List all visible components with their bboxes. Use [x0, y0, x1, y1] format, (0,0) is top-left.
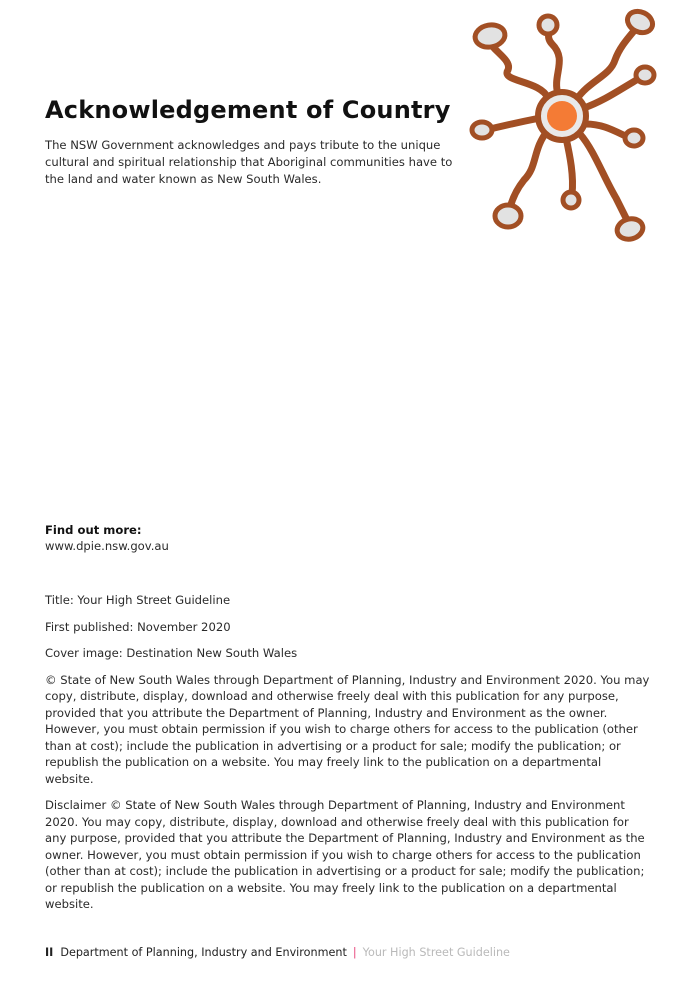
artwork-node-5 — [625, 130, 643, 146]
page-title: Acknowledgement of Country — [45, 96, 451, 124]
publication-date: First published: November 2020 — [45, 619, 231, 634]
page-footer — [45, 945, 510, 960]
find-out-more — [45, 522, 169, 555]
page-number: II — [45, 946, 54, 959]
cover-image-credit: Cover image: Destination New South Wales — [45, 646, 298, 660]
footer-separator: | — [352, 946, 357, 959]
publication-info — [45, 592, 653, 923]
artwork-node-8 — [495, 205, 521, 227]
footer-guide-title: Your High Street Guideline — [362, 946, 510, 959]
artwork-node-7 — [563, 192, 579, 208]
find-out-more-label: Find out more: — [45, 523, 142, 537]
website-link[interactable]: www.dpie.nsw.gov.au — [45, 539, 169, 553]
footer-department: Department of Planning, Industry and Environment — [60, 946, 347, 959]
aboriginal-artwork-icon — [460, 6, 670, 250]
disclaimer-notice: Disclaimer © State of New South Wales through Department of Planning, Industry and Environment 2020. You may copy, distribute, display, download and otherwise freely deal with this publication for any purpose, provided that you attribute the Department of Planning, Industry and Environment as the owner. However, you must obtain permission if you wish to charge others for access to the publication (other than at cost); include the publication in advertising or a product for sale; modify the publication; or republish the publication on a website. You may freely link to the publication on a departmental website. — [45, 798, 645, 911]
artwork-node-4 — [636, 67, 654, 83]
copyright-notice: © State of New South Wales through Department of Planning, Industry and Environment 2020. You may copy, distribute, display, download and otherwise freely deal with this publication for any purpose, provided that you attribute the Department of Planning, Industry and Environment as the owner. However, you must obtain permission if you wish to charge others for access to the publication (other than at cost); include the publication in advertising or a product for sale; modify the publication; or republish the publication on a website. You may freely link to the publication on a departmental website. — [45, 672, 650, 786]
artwork-arm-2 — [548, 28, 559, 94]
publication-title: Title: Your High Street Guideline — [45, 593, 231, 607]
artwork-node-6 — [615, 216, 645, 242]
artwork-arm-7 — [566, 138, 573, 194]
artwork-arm-8 — [510, 130, 548, 208]
artwork-arm-1 — [488, 40, 548, 98]
artwork-node-2 — [539, 16, 557, 34]
artwork-center-dot — [547, 101, 577, 131]
acknowledgement-text: The NSW Government acknowledges and pays tribute to the unique cultural and spiritual relationship that Aboriginal communities have to the land and water known as New South Wales. — [45, 138, 453, 186]
artwork-arm-3 — [576, 26, 638, 100]
artwork-node-9 — [472, 122, 492, 138]
artwork-node-1 — [473, 23, 506, 50]
artwork-arm-6 — [580, 134, 628, 222]
